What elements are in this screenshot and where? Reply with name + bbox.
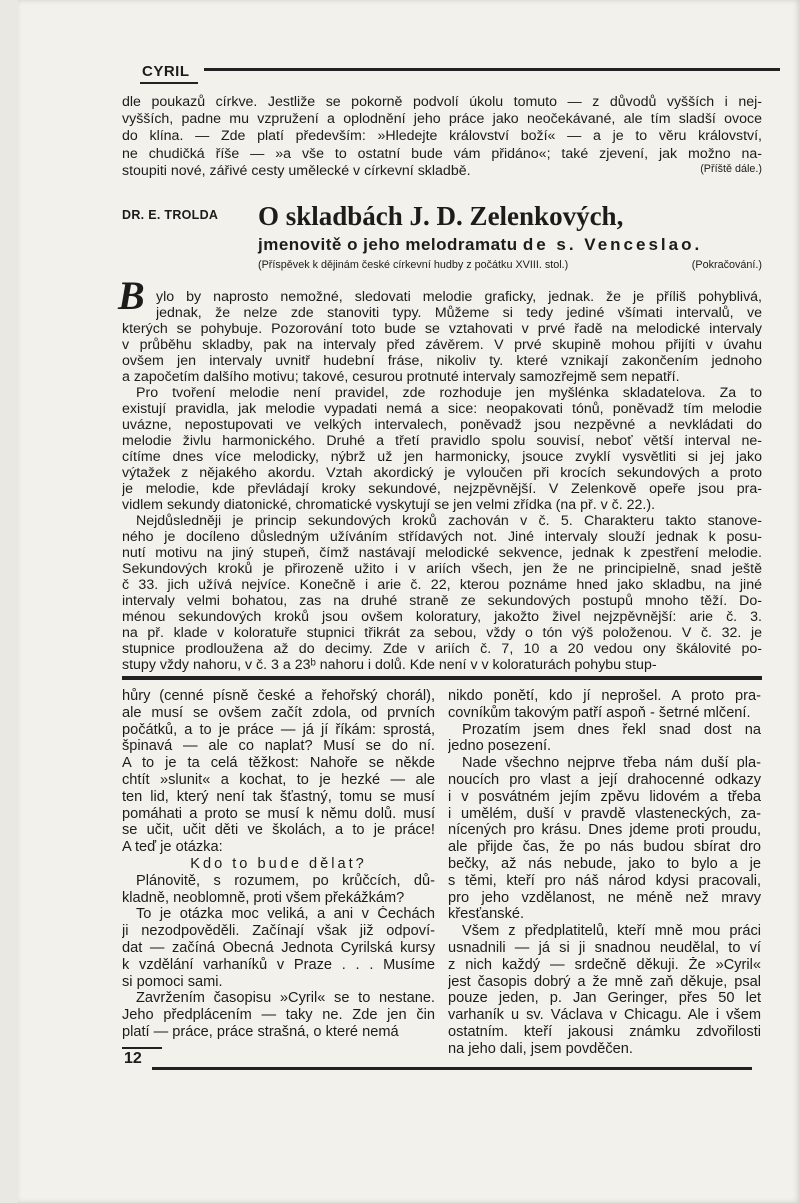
text-line: A to je ta celá těžkost: Nahoře se někde xyxy=(122,755,435,772)
text-line: ylo by naprosto nemožné, sledovati melodie graficky, jednak. že je příliš pohyblivá, xyxy=(156,289,762,305)
paragraph xyxy=(448,755,761,923)
text-line: Sekundových kroků je přirozeně užito i v ariích všech, jen že ne principielně, snad ještě xyxy=(122,561,762,577)
text-line: v průběhu skladby, pak na intervaly před závěrem. V prvé skupině mohou přijíti v úvahu xyxy=(122,337,762,353)
text-line: intervaly velmi bohatou, zas na druhé straně ze sekundových postupů mnoho těží. Do- xyxy=(122,593,762,609)
text-line: ne chudičká říše — »a vše to ostatní bude vám přidáno«; také zjevení, jak možno na- xyxy=(122,145,762,162)
text-line: existují pravidla, jak melodie vypadati nemá a sice: neopakovati tónů, poněvadž tím melodie xyxy=(122,401,762,417)
running-head-underline xyxy=(140,82,198,84)
text-line: nícených pro krásu. Dnes jdeme proti proudu, xyxy=(448,822,761,839)
paragraph xyxy=(122,688,435,856)
right-column xyxy=(448,688,761,1058)
text-line: ji nezodpověděli. Začínají však již odpoví- xyxy=(122,923,435,940)
text-line: na př. klade v koloratuře stupnici třikrát za sebou, vždy o tón výš položenou. V č. 32. je xyxy=(122,625,762,641)
text-line: A teď je otázka: xyxy=(122,839,223,856)
text-line: stoupiti nové, zářivé cesty umělecké v církevní skladbě. xyxy=(122,162,471,179)
text-line: z nich každý — srdečně děkuji. Že »Cyril« xyxy=(448,956,761,973)
paragraph xyxy=(448,722,761,756)
text-line: jednak, že nelze zde stanoviti typy. Můžeme si tedy jediné všímati intervalů, ve xyxy=(156,305,762,321)
article-note-text: (Příspěvek k dějinám české církevní hudby z počátku XVIII. stol.) xyxy=(258,259,569,271)
text-line: stupy vždy nahoru, v č. 3 a 23ᵇ nahoru i dolů. Kde není v v koloraturách pohybu stup- xyxy=(122,657,657,673)
paragraph xyxy=(122,289,762,385)
text-line: a započetím dalšího motivu; takové, cesurou protnuté intervaly samozřejmě sem nepatří. xyxy=(122,369,680,385)
text-line: melodie živlu harmonického. Druhé a třetí pravidlo spolu souvisí, neboť větší interval ne- xyxy=(122,433,762,449)
article-note xyxy=(258,259,762,272)
text-line: je melodie, kde převládají kroky sekundové, nejzpěvnější. V Zelenkově opeře jsou pra- xyxy=(122,481,762,497)
text-line: křesťanské. xyxy=(448,906,525,923)
text-line: na jeho dali, jsem povděčen. xyxy=(448,1040,633,1057)
text-line: usnadnili — já si ji snadnou neudělal, to ví xyxy=(448,939,761,956)
text-line: ostatním. kteří jakousi známku zdvořilosti xyxy=(448,1023,761,1040)
text-line: Pro tvoření melodie není pravidel, zde rozhoduje jen myšlénka skladatelova. Za to xyxy=(136,385,762,401)
subtitle-work: de s. Venceslao. xyxy=(522,235,703,254)
text-line: dle poukazů církve. Jestliže se pokorně podvolí úkolu tomuto — z důvodů vyšších i nej- xyxy=(122,94,762,110)
text-line: hůry (cenné písně české a řehořský chorál), xyxy=(122,688,435,704)
text-line: do klína. — Zde platí především: »Hledejte království boží« — a je to věru království, xyxy=(122,128,762,145)
text-line: s těmi, kteří pro náš národ kdysi pracovali, xyxy=(448,872,761,889)
text-line: i v posvátném jejím zpěvu lidovém a třeba xyxy=(448,788,761,805)
text-line: ale přijde čas, že po nás budou sbírat dro xyxy=(448,839,761,856)
running-head: CYRIL xyxy=(142,63,190,80)
text-line: ménou sekundových kroků jsou ovšem koloratury, jakožto živel nejzpěvnější: arie č. 3. xyxy=(122,609,762,625)
article-author: DR. E. TROLDA xyxy=(122,208,219,222)
page-number-rule xyxy=(122,1047,162,1049)
paragraph xyxy=(122,94,762,180)
text-line: vyšších, padne mu vzpružení a oplodnění jeho práce jako neočekávané, ale tím sladší ovoce xyxy=(122,111,762,128)
text-line: počátků, a to je práce — já jí říkám: sprostá, xyxy=(122,721,435,738)
text-line: kladně, neoblomně, proti všem překážkám? xyxy=(122,889,405,906)
text-line: pouze jeden, p. Jan Geringer, přes 50 let xyxy=(448,990,761,1007)
text-line: chtít »slunit« a kochat, to je hezké — ale xyxy=(122,771,435,788)
text-line: Plánovitě, s rozumem, po krůčcích, dů- xyxy=(136,872,435,889)
text-line: i umělém, duší v pravdě vlasteneckých, za- xyxy=(448,805,761,822)
text-line: stupnice prodloužena až do decimy. Zde v ariích č. 7, 10 a 20 vedou ony škálovité po- xyxy=(122,641,762,657)
left-column xyxy=(122,688,435,1041)
text-line: pro jeho vzdělanost, ne méně než mravy xyxy=(448,889,761,906)
paragraph xyxy=(122,513,762,673)
continued-note: (Příště dále.) xyxy=(700,163,762,175)
drop-cap: B xyxy=(118,273,145,318)
text-line: cítíme dnes více melodicky, nýbrž už jen harmonicky, jsouce zvyklí vysvětliti si jej jako xyxy=(122,449,762,465)
text-line: bečky, až nás nebude, jako to bylo a je xyxy=(448,855,761,872)
article-status: (Pokračování.) xyxy=(691,259,762,271)
text-line: uvázne, nepostupovati ve velkých intervalech, poněvadž jsou nezpěvné a nevkládati do xyxy=(122,417,762,433)
text-line: kterých se pohybuje. Pozorování toto bude se vztahovati v prvé řadě na melodické intervaly xyxy=(122,321,762,337)
text-line: To je otázka moc veliká, a ani v Čechách xyxy=(136,906,435,923)
text-line: ale musí se ovšem začít zdola, od prvních xyxy=(122,704,435,721)
text-line: ten lid, který není tak šťastný, tomu se musí xyxy=(122,788,435,805)
column-separator-rule xyxy=(122,676,762,680)
text-line: Nejdůsledněji je princip sekundových kroků zachován v č. 5. Charakteru takto stanove- xyxy=(136,513,762,529)
subtitle-part: jmenovitě o jeho melodramatu xyxy=(258,235,518,254)
text-line: Jeho předplácením — taky ne. Zde jen čin xyxy=(122,1007,435,1024)
text-line: ovšem jen intervaly uvnitř hudební fráse, nikoliv ty. které vznikají zakončením jednoho xyxy=(122,353,762,369)
text-line: varhaník u sv. Václava v Chicagu. Ale i všem xyxy=(448,1007,761,1024)
article-body xyxy=(122,289,762,673)
paragraph xyxy=(122,906,435,990)
text-line: Prozatím jsem dnes řekl snad dost na xyxy=(462,721,761,738)
text-line: ného je docíleno důsledným užíváním střídavých not. Jiné intervaly slouží jednak k posu- xyxy=(122,529,762,545)
text-line: nikdo ponětí, kdo jí neprošel. A proto pra- xyxy=(448,688,761,704)
header-rule xyxy=(204,68,780,71)
text-line: nutí motivu na jiný stupeň, čímž nastávají melodické sekvence, jednak k zpestření melodie. xyxy=(122,545,762,561)
text-line: výtažek z nějakého akordu. Vztah akordický je vyloučen při krocích sekundových a proto xyxy=(122,465,762,481)
section-question-heading: Kdo to bude dělat? xyxy=(190,855,367,872)
text-line: si pomoci sami. xyxy=(122,973,223,990)
footer-rule xyxy=(152,1067,752,1070)
text-line: jest časopis dobrý a že mně zaň děkuje, psal xyxy=(448,973,761,990)
text-line: jedno posezení. xyxy=(448,738,552,755)
text-line: Všem z předplatitelů, kteří mně mou práci xyxy=(462,923,761,940)
text-line: Nade všechno nejprve třeba nám duší pla- xyxy=(462,755,761,772)
text-line: covníkům takovým patří aspoň - šetrné mlčení. xyxy=(448,704,751,721)
text-line: dat — začíná Obecná Jednota Cyrilská kursy xyxy=(122,939,435,956)
text-line: Zavržením časopisu »Cyril« se to nestane. xyxy=(136,990,435,1007)
text-line: špinavá — ale co naplat? Musí se do ní. xyxy=(122,738,435,755)
text-line: k vzdělání varhaníků v Praze . . . Musíme xyxy=(122,956,435,973)
paragraph xyxy=(448,923,761,1057)
text-line: vidlem sekundy diatonické, chromatické vyskytují se jen velmi zřídka (na př. v č. 22.). xyxy=(122,497,656,513)
text-line: se učit, učit děti ve školách, a to je práce! xyxy=(122,822,435,839)
paragraph xyxy=(122,385,762,513)
top-paragraph xyxy=(122,94,762,180)
article-title: O skladbách J. D. Zelenkových, xyxy=(258,201,624,231)
text-line: pomáhati a proto se musí k němu dolů. musí xyxy=(122,805,435,822)
paragraph xyxy=(122,873,435,907)
article-subtitle xyxy=(258,235,702,255)
text-line: noucích pro vlast a její drahocenné odkazy xyxy=(448,771,761,788)
paragraph xyxy=(122,990,435,1040)
paragraph xyxy=(448,688,761,722)
text-line: č 33. jich užívá nejvíce. Konečně i arie č. 22, kterou poznáme hned jako skladbu, na jiné xyxy=(122,577,762,593)
text-line: platí — práce, práce strašná, o které nemá xyxy=(122,1023,399,1040)
page-number: 12 xyxy=(124,1050,142,1067)
